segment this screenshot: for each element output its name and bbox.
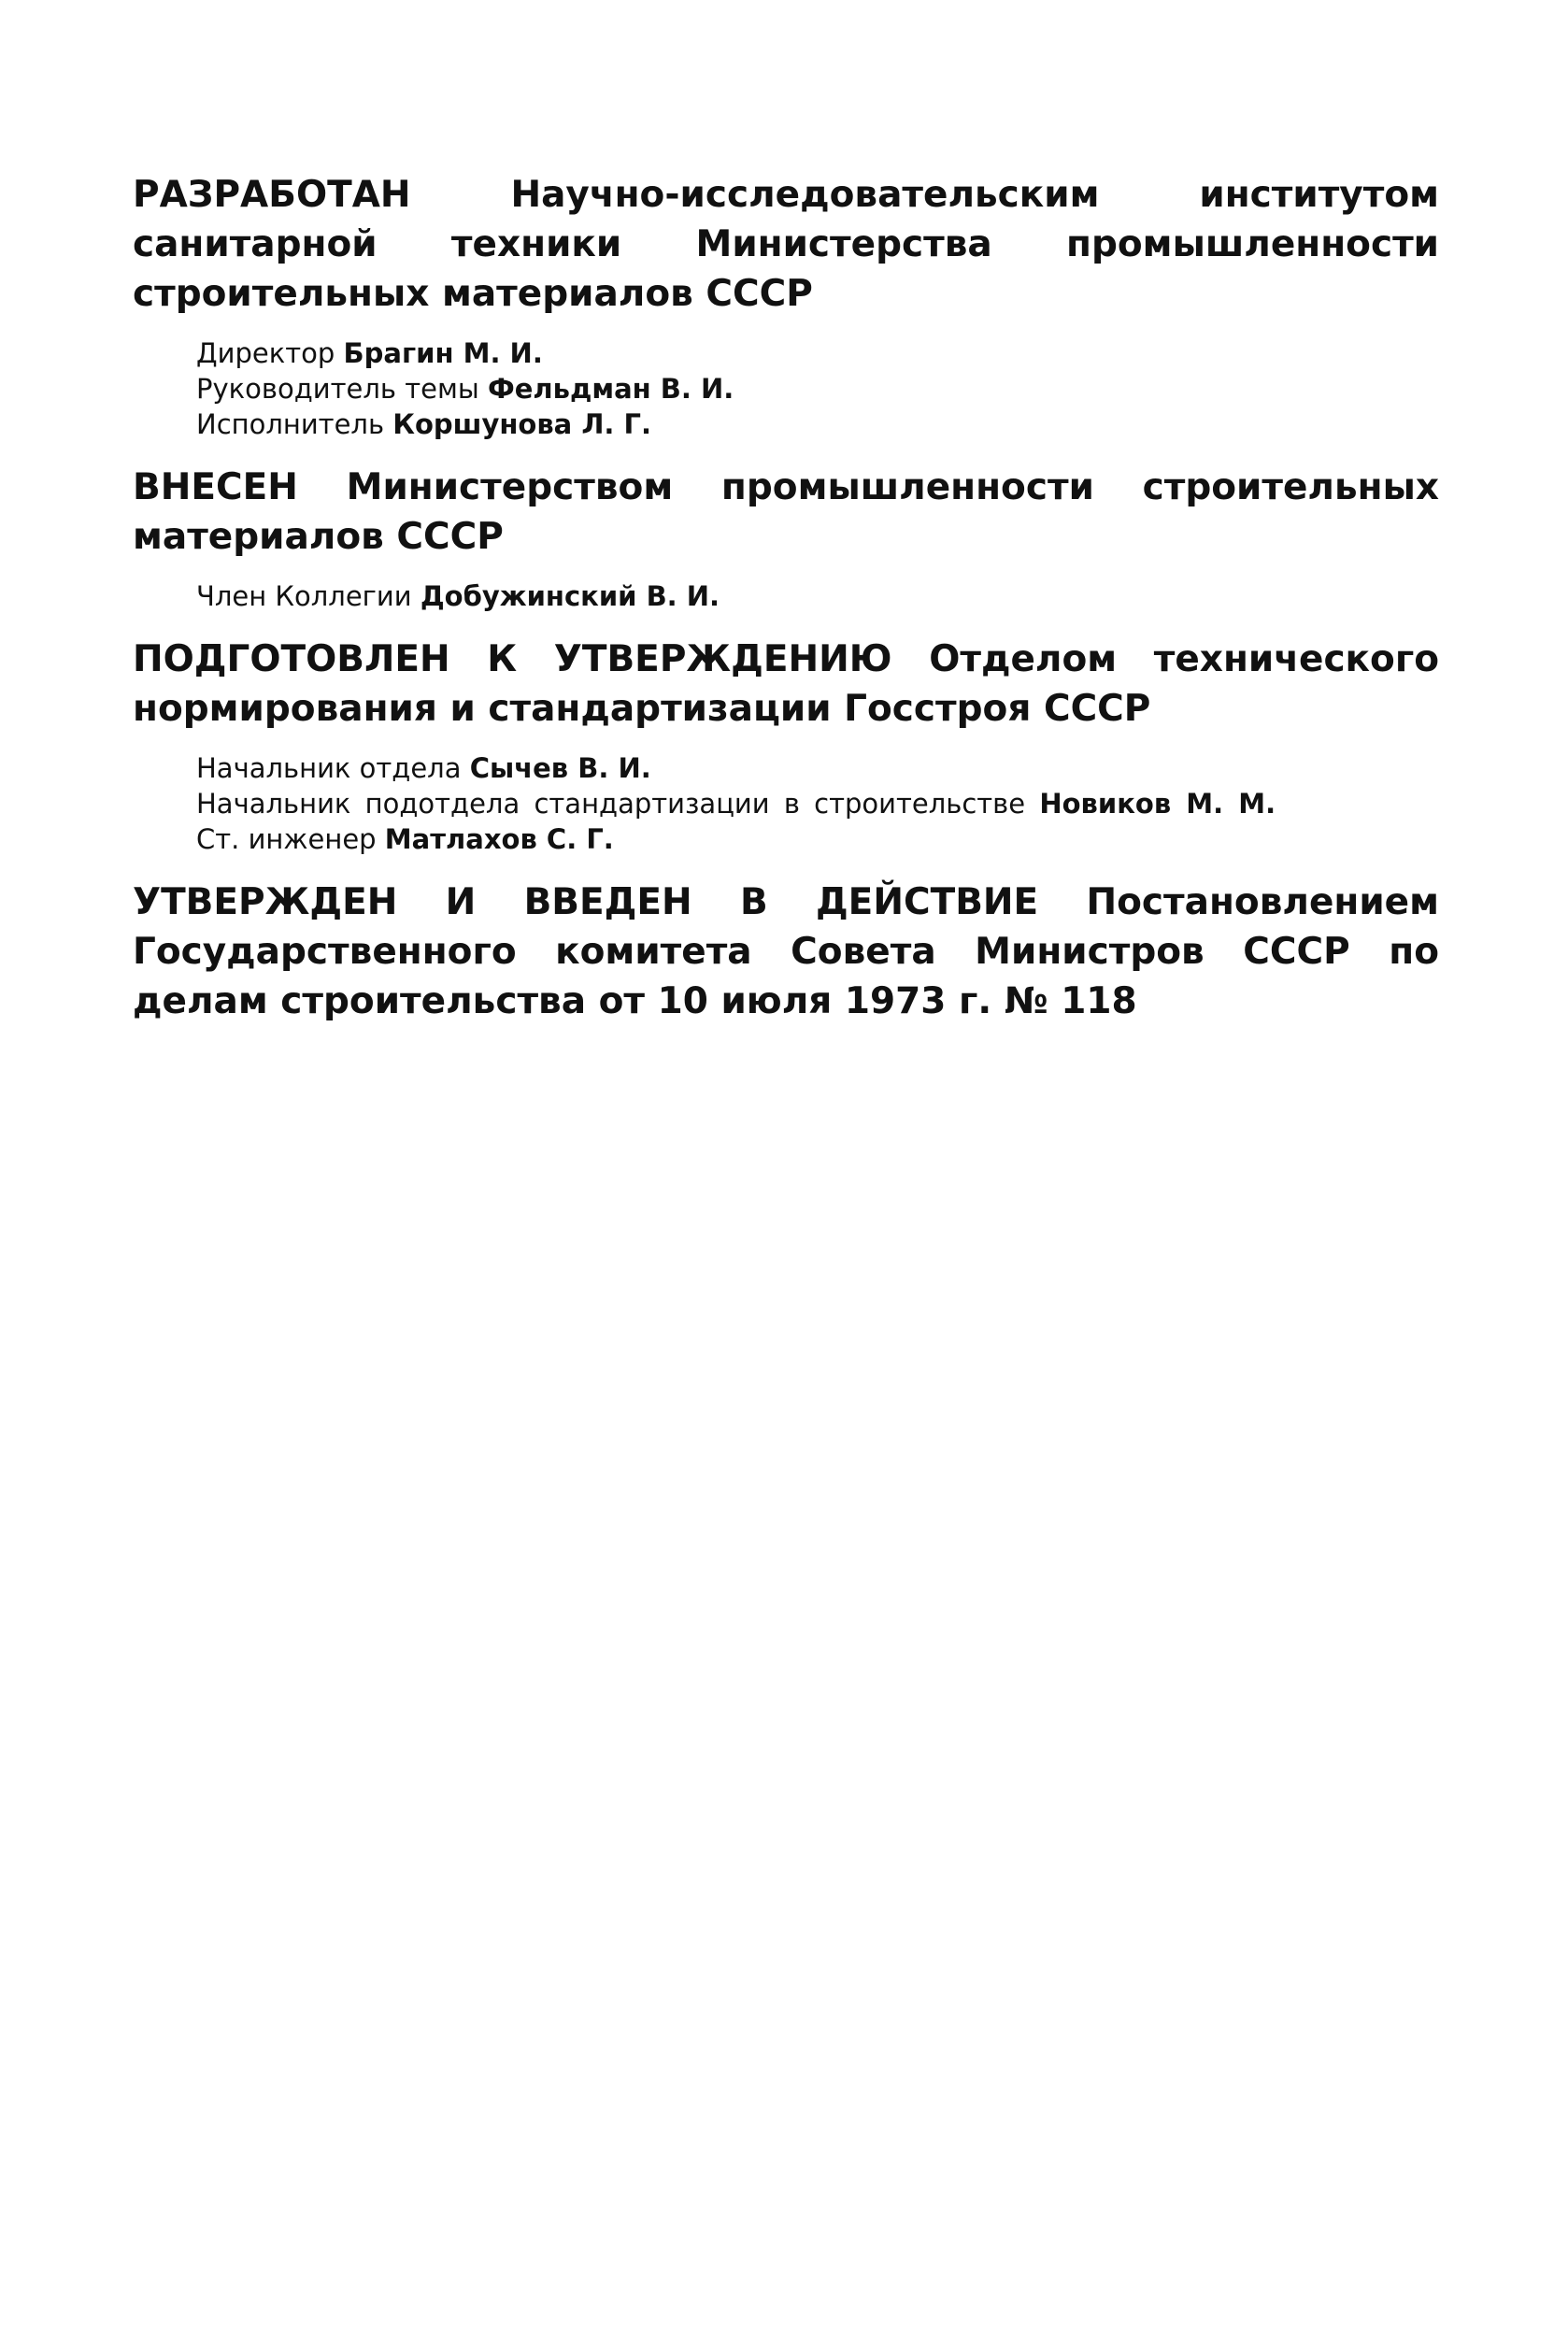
person-role: Начальник подотдела стандартизации в строительстве: [196, 788, 1026, 820]
document-page: [133, 170, 1439, 1047]
person-role: Директор: [196, 337, 335, 369]
section-heading: [133, 463, 1439, 562]
section-keyword: УТВЕРЖДЕН И ВВЕДЕН В ДЕЙСТВИЕ: [133, 881, 1039, 923]
person-name: Коршунова Л. Г.: [392, 408, 652, 440]
people-list: [196, 750, 1439, 857]
section-heading: [133, 878, 1439, 1026]
section-prepared-for-approval: [133, 635, 1439, 857]
person-name: Сычев В. И.: [469, 752, 651, 784]
section-approved-and-enacted: [133, 878, 1439, 1026]
section-developed-by: [133, 170, 1439, 442]
section-text: Постановлением Государственного комитета Совета Министров СССР по делам строительства от 10 июля 1973 г. № 118: [133, 881, 1439, 1022]
person-line: [196, 371, 1439, 407]
people-list: [196, 578, 1439, 614]
person-name: Брагин М. И.: [343, 337, 543, 369]
person-line: [196, 335, 1439, 371]
person-name: Фельдман В. И.: [487, 373, 734, 405]
person-role: Исполнитель: [196, 408, 385, 440]
section-keyword: РАЗРАБОТАН: [133, 174, 411, 216]
section-keyword: ВНЕСЕН: [133, 466, 298, 508]
person-name: Добужинский В. И.: [420, 580, 720, 612]
person-line: [196, 821, 1439, 857]
section-text: Министерством промышленности строительных материалов СССР: [133, 466, 1440, 558]
person-role: Руководитель темы: [196, 373, 479, 405]
person-line: [196, 786, 1439, 821]
section-keyword: ПОДГОТОВЛЕН К УТВЕРЖДЕНИЮ: [133, 638, 892, 680]
section-heading: [133, 170, 1439, 319]
person-line: [196, 750, 1439, 786]
person-role: Начальник отдела: [196, 752, 462, 784]
section-text: Научно-исследовательским институтом санитарной техники Министерства промышленности строительных материалов СССР: [133, 174, 1439, 315]
person-role: Член Коллегии: [196, 580, 412, 612]
person-name: Новиков М. М.: [1039, 788, 1276, 820]
person-line: [196, 407, 1439, 442]
person-role: Ст. инженер: [196, 823, 377, 855]
section-submitted-by: [133, 463, 1439, 614]
people-list: [196, 335, 1439, 442]
section-text: Отделом технического нормирования и стандартизации Госстроя СССР: [133, 638, 1439, 730]
section-heading: [133, 635, 1439, 734]
person-line: [196, 578, 1439, 614]
person-name: Матлахов С. Г.: [384, 823, 614, 855]
